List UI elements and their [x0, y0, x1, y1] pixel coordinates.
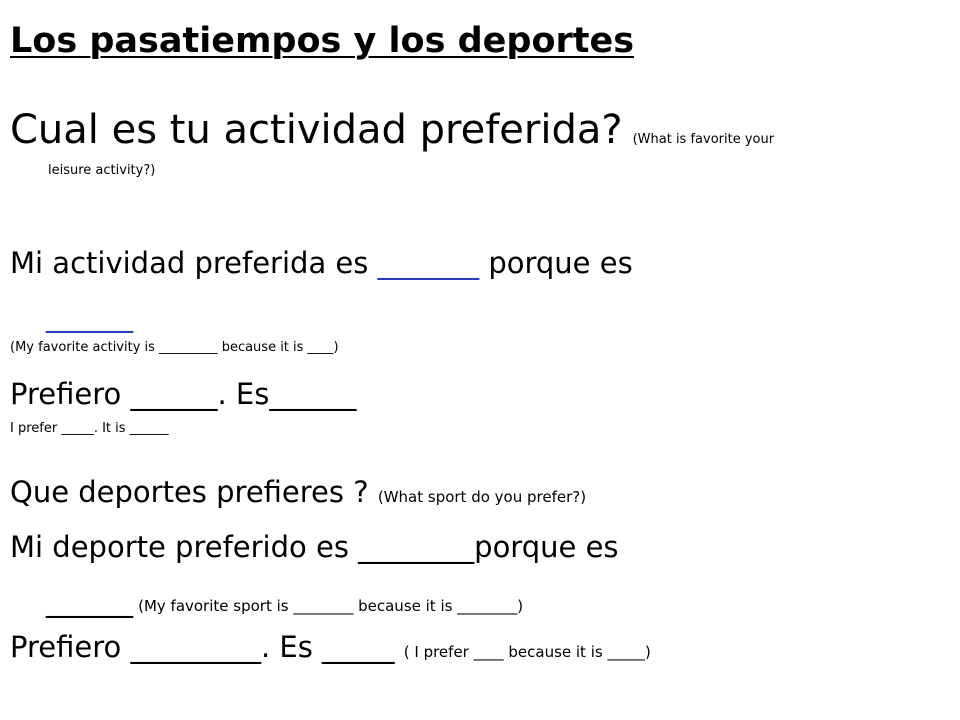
slide-title: Los pasatiempos y los deportes [10, 21, 635, 61]
question-sport [10, 475, 587, 509]
answer-sport-line: Mi deporte preferido es ________porque es [10, 530, 619, 564]
prefiero-activity-translation: I prefer _____. It is ______ [10, 421, 169, 436]
prefiero-sport-translation: ( I prefer ____ because it is _____) [403, 643, 651, 661]
answer-sport-cont [46, 584, 524, 618]
answer-activity-translation: (My favorite activity is _________ because it is ____) [10, 340, 339, 355]
answer-activity-blank-2: ______ [46, 299, 133, 333]
answer-sport-blank: ______ [46, 584, 133, 618]
answer-activity-line [10, 246, 633, 280]
question-sport-translation: (What sport do you prefer?) [377, 488, 587, 506]
question-activity [10, 107, 775, 153]
prefiero-sport-text: Prefiero _________. Es _____ [10, 630, 404, 664]
question-activity-text: Cual es tu actividad preferida? [10, 107, 623, 153]
answer-activity-middle: porque es [479, 246, 633, 280]
prefiero-sport-line [10, 630, 651, 664]
question-activity-translation: (What is favorite your [632, 132, 775, 147]
answer-sport-translation: (My favorite sport is ________ because it is ________) [138, 597, 524, 615]
answer-activity-blank: _______ [377, 246, 480, 280]
answer-activity-prefix: Mi actividad preferida es [10, 246, 378, 280]
prefiero-activity-line: Prefiero ______. Es______ [10, 377, 357, 411]
question-activity-translation-cont: leisure activity?) [48, 163, 156, 178]
question-sport-text: Que deportes prefieres ? [10, 475, 378, 509]
